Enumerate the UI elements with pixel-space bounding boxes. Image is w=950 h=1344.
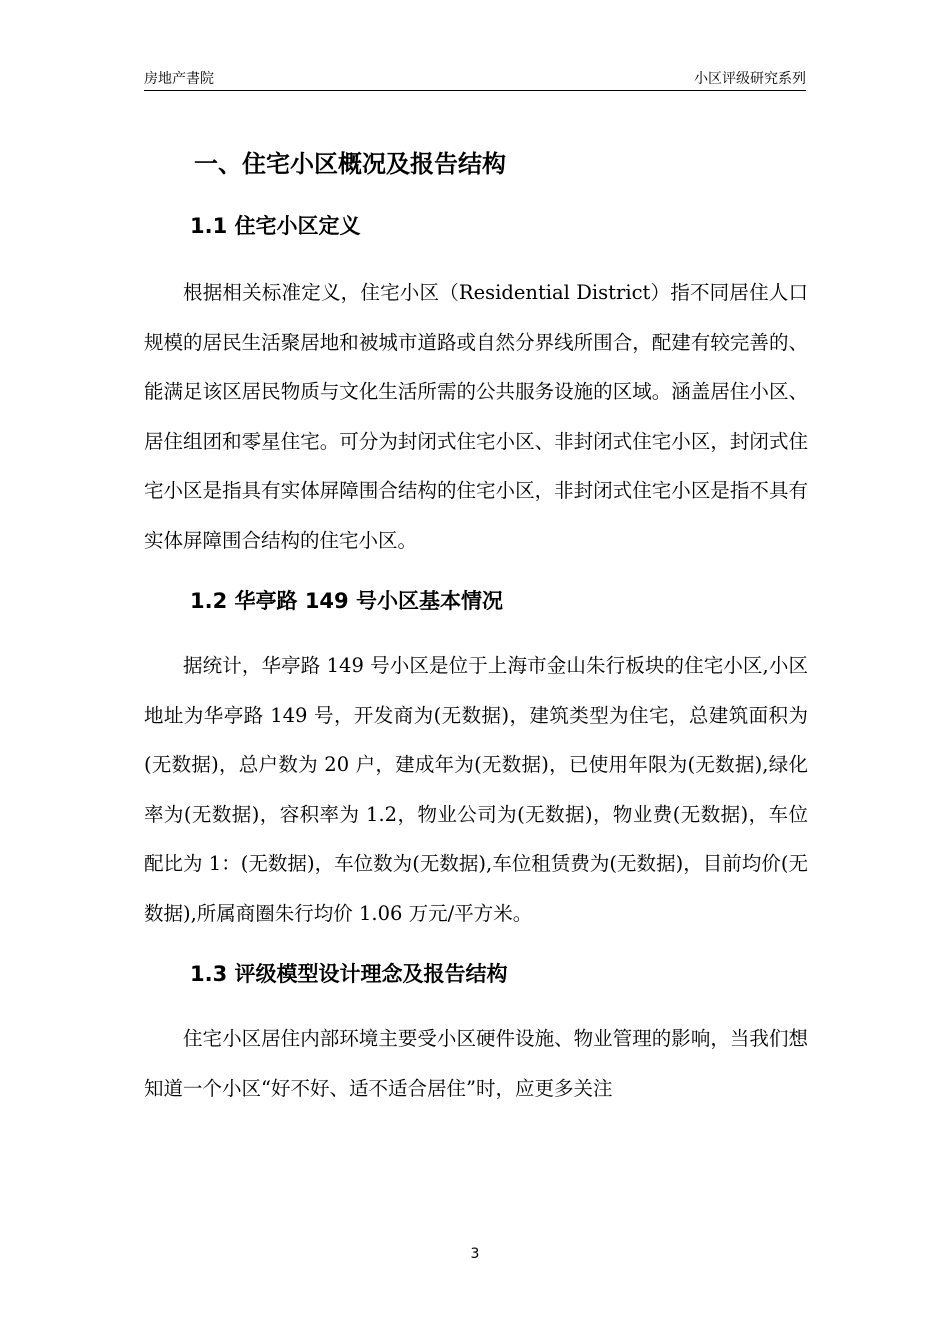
subsection-title-1-1: 1.1 住宅小区定义 [190,214,361,238]
header-publisher: 房地产書院 [144,71,214,87]
paragraph-model-design: 住宅小区居住内部环境主要受小区硬件设施、物业管理的影响，当我们想知道一个小区“好不好、适不适合居住”时，应更多关注 [144,1027,808,1100]
subsection-title-1-3: 1.3 评级模型设计理念及报告结构 [190,962,508,986]
paragraph-definition: 根据相关标准定义，住宅小区（Residential District）指不同居住人口规模的居民生活聚居地和被城市道路或自然分界线所围合，配建有较完善的、能满足该区居民物质与文化生活所需的公共服务设施的区域。涵盖居住小区、居住组团和零星住宅。可分为封闭式住宅小区、非封闭式住宅小区，封闭式住宅小区是指具有实体屏障围合结构的住宅小区，非封闭式住宅小区是指不具有实体屏障围合结构的住宅小区。 [144,281,808,552]
document-body [144,140,808,1113]
subsection-title-1-2: 1.2 华亭路 149 号小区基本情况 [190,589,503,613]
page-number: 3 [470,1246,480,1262]
paragraph-basic-info: 据统计，华亭路 149 号小区是位于上海市金山朱行板块的住宅小区,小区地址为华亭路 149 号，开发商为(无数据)，建筑类型为住宅，总建筑面积为(无数据)，总户数为 20 户，建成年为(无数据)，已使用年限为(无数据),绿化率为(无数据)，容积率为 1.2，物业公司为(无数据)，物业费(无数据)，车位配比为 1：(无数据)，车位数为(无数据),车位租赁费为(无数据)，目前均价(无数据),所属商圈朱行均价 1.06 万元/平方米。 [144,654,808,925]
section-title: 一、住宅小区概况及报告结构 [194,150,506,178]
page-header [144,66,806,91]
header-series-title: 小区评级研究系列 [694,71,806,87]
